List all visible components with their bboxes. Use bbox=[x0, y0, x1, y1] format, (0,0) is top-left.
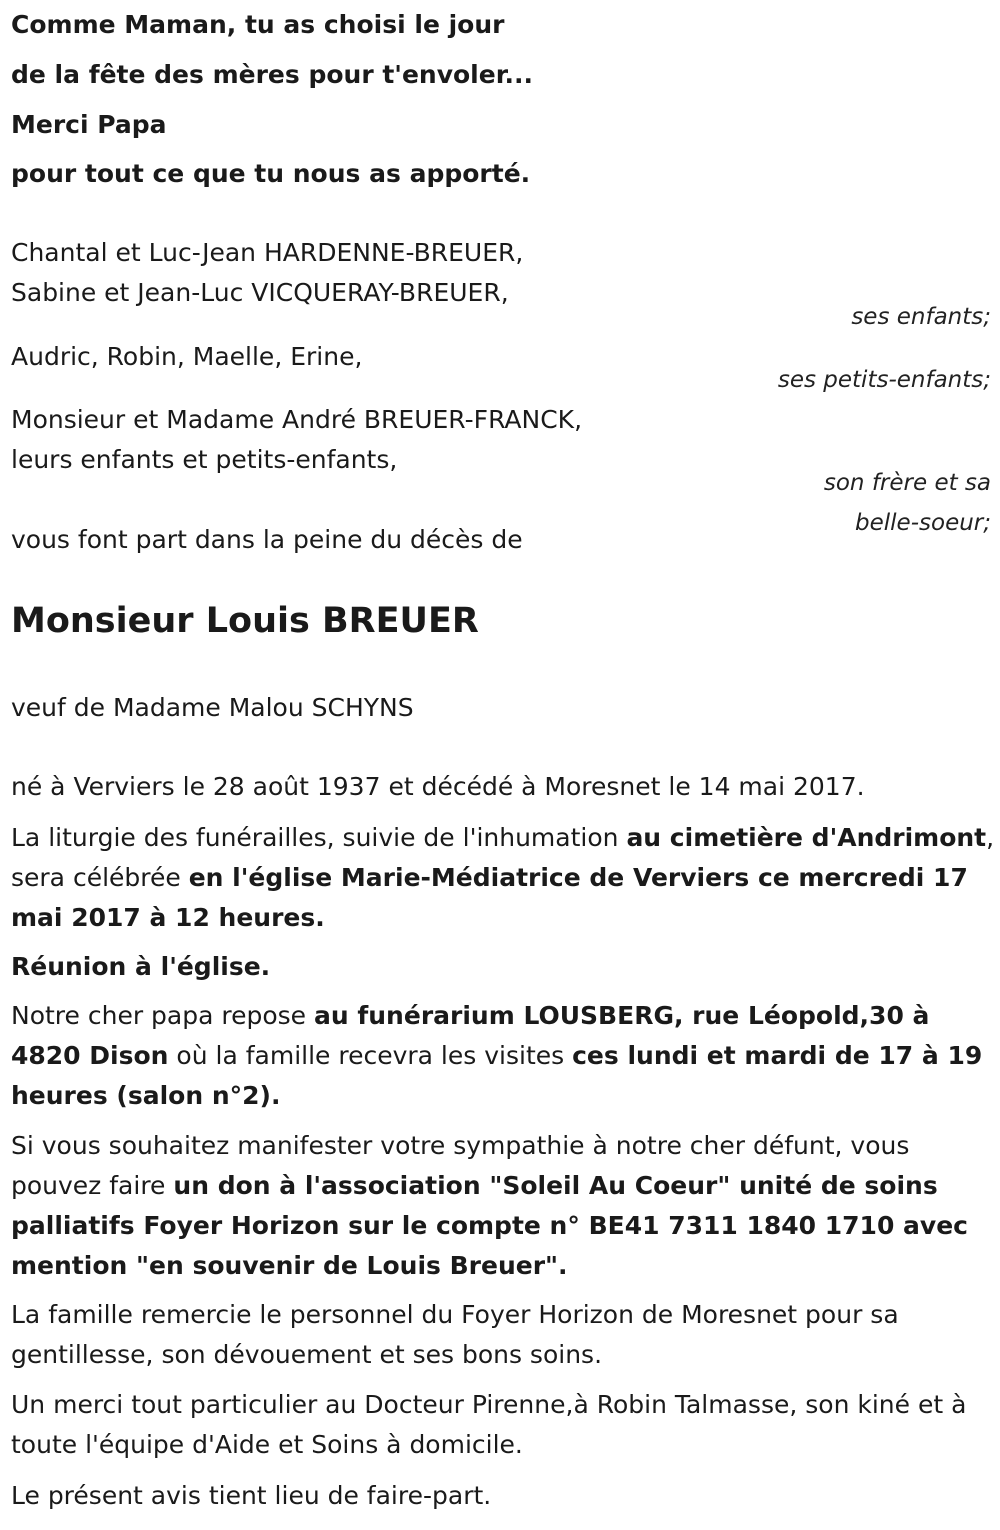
special-thanks-paragraph bbox=[11, 1385, 996, 1465]
sibling-line: leurs enfants et petits-enfants, bbox=[11, 445, 398, 474]
epigraph-line: Merci Papa bbox=[11, 110, 167, 139]
text-run: , sera célébrée bbox=[11, 823, 995, 892]
epigraph-line: Comme Maman, tu as choisi le jour bbox=[11, 10, 505, 39]
birth-death-dates: né à Verviers le 28 août 1937 et décédé à Moresnet le 14 mai 2017. bbox=[11, 772, 865, 801]
meeting-paragraph bbox=[11, 947, 996, 987]
epigraph-line: pour tout ce que tu nous as apporté. bbox=[11, 159, 531, 188]
children-role: ses enfants; bbox=[851, 304, 991, 330]
text-run: Notre cher papa repose bbox=[11, 1001, 315, 1030]
bold-text-run: un don à l'association "Soleil Au Coeur" unité de soins palliatifs Foyer Horizon sur le compte n° BE41 7311 1840 1710 avec mention "en souvenir de Louis Breuer". bbox=[11, 1171, 968, 1280]
sibling-role: belle-soeur; bbox=[855, 510, 991, 536]
funeral-paragraph bbox=[11, 818, 996, 938]
text-run: où la famille recevra les visites bbox=[168, 1041, 573, 1070]
thanks-paragraph bbox=[11, 1295, 996, 1375]
announcement: vous font part dans la peine du décès de bbox=[11, 525, 523, 554]
text-run: Un merci tout particulier au Docteur Pirenne,à Robin Talmasse, son kiné et à toute l'équipe d'Aide et Soins à domicile. bbox=[11, 1390, 967, 1459]
text-run: La liturgie des funérailles, suivie de l'inhumation bbox=[11, 823, 627, 852]
bold-text-run: en l'église Marie-Médiatrice de Verviers ce mercredi 17 mai 2017 à 12 heures. bbox=[11, 863, 968, 932]
donation-paragraph bbox=[11, 1126, 996, 1286]
text-run: Si vous souhaitez manifester votre sympathie à notre cher défunt, vous pouvez faire bbox=[11, 1131, 910, 1200]
text-run: La famille remercie le personnel du Foyer Horizon de Moresnet pour sa gentillesse, son dévouement et ses bons soins. bbox=[11, 1300, 899, 1369]
sibling-role: son frère et sa bbox=[823, 470, 991, 496]
bold-text-run: au cimetière d'Andrimont bbox=[626, 823, 987, 852]
epigraph-line: de la fête des mères pour t'envoler... bbox=[11, 60, 533, 89]
funerarium-paragraph bbox=[11, 996, 996, 1116]
sibling-line: Monsieur et Madame André BREUER-FRANCK, bbox=[11, 405, 583, 434]
grandchildren-line: Audric, Robin, Maelle, Erine, bbox=[11, 342, 363, 371]
bold-text-run: Réunion à l'église. bbox=[11, 952, 271, 981]
closing-paragraph bbox=[11, 1476, 996, 1516]
children-line: Sabine et Jean-Luc VICQUERAY-BREUER, bbox=[11, 278, 509, 307]
bold-text-run: ces lundi et mardi de 17 à 19 heures (salon n°2). bbox=[11, 1041, 983, 1110]
text-run: Le présent avis tient lieu de faire-part. bbox=[11, 1481, 492, 1510]
children-line: Chantal et Luc-Jean HARDENNE-BREUER, bbox=[11, 238, 524, 267]
bold-text-run: au funérarium LOUSBERG, rue Léopold,30 à 4820 Dison bbox=[11, 1001, 930, 1070]
grandchildren-role: ses petits-enfants; bbox=[777, 367, 991, 393]
widower-line: veuf de Madame Malou SCHYNS bbox=[11, 693, 414, 722]
deceased-name: Monsieur Louis BREUER bbox=[11, 601, 479, 641]
